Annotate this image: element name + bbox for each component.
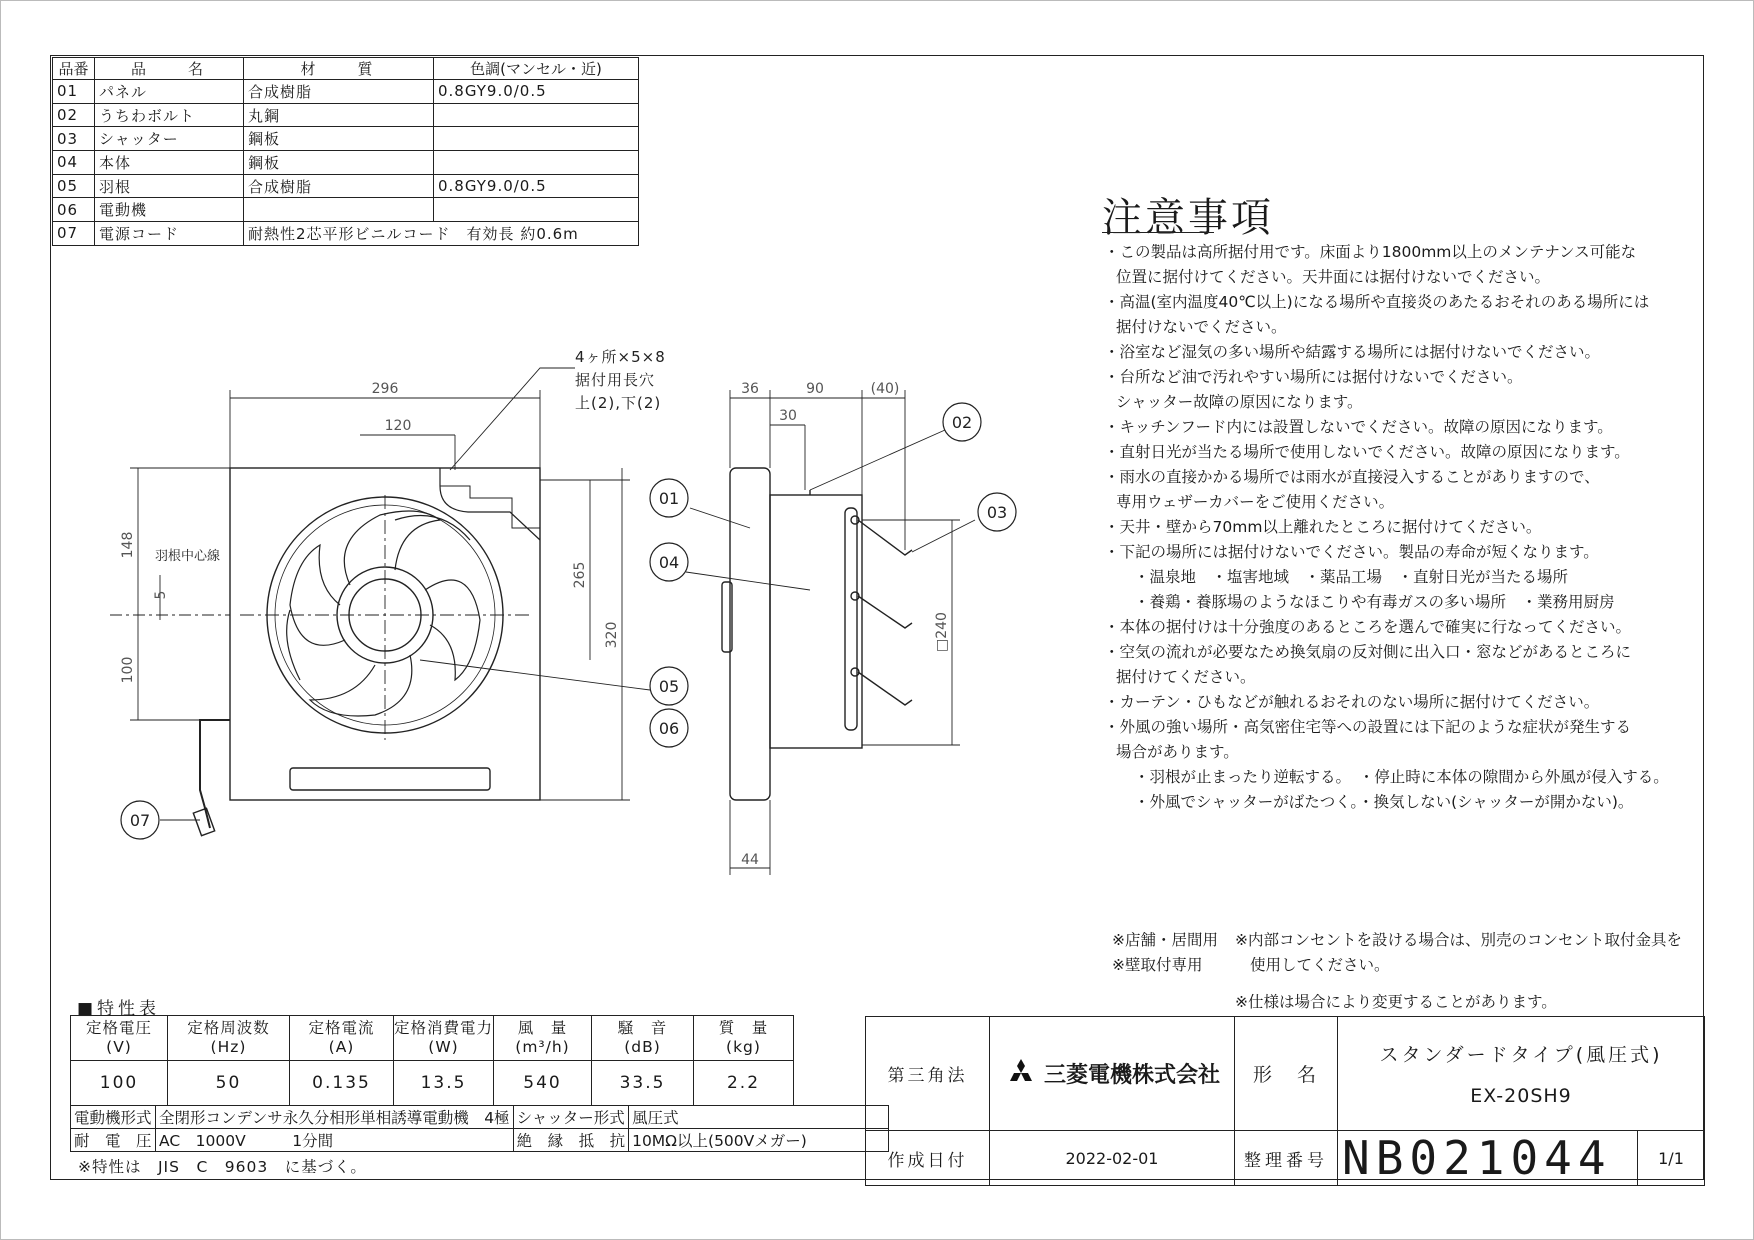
note-line: ・カーテン・ひもなどが触れるおそれのない場所に据付けてください。	[1104, 693, 1600, 711]
usage-shop: ※店舗・居間用	[1112, 931, 1218, 949]
callout-07: 07	[129, 811, 151, 830]
shutter-flap	[858, 520, 912, 555]
spec-header-name: 定格消費電力	[394, 1019, 494, 1037]
shutter-flap	[858, 596, 912, 628]
spec-header-name: 騒 音	[617, 1019, 668, 1037]
spec-value: 540	[494, 1061, 592, 1106]
part-number: 01	[53, 80, 95, 104]
model-label: 形 名	[1235, 1017, 1338, 1131]
note-line: ・雨水の直接かかる場所では雨水が直接浸入することがありますので、	[1104, 468, 1600, 486]
note-line: 据付けないでください。	[1116, 318, 1287, 336]
note-line: ・温泉地 ・塩害地域 ・薬品工場 ・直射日光が当たる場所	[1134, 568, 1569, 586]
slot-note-1: 4ヶ所×5×8	[575, 348, 666, 366]
spec-header	[290, 1016, 394, 1061]
spec-header	[694, 1016, 794, 1061]
bottom-grille	[290, 768, 490, 790]
note-line: ・外風の強い場所・高気密住宅等への設置には下記のような症状が発生する	[1104, 718, 1632, 736]
spec-value: 33.5	[592, 1061, 694, 1106]
spec-value: 2.2	[694, 1061, 794, 1106]
dim-36: 36	[741, 381, 759, 397]
company-name: 三菱電機株式会社	[1043, 1063, 1220, 1088]
shutter-flap	[858, 672, 912, 705]
spec-header	[168, 1016, 290, 1061]
date-value: 2022-02-01	[990, 1131, 1235, 1186]
part-name: 本体	[95, 151, 244, 175]
callout-06: 06	[658, 719, 680, 738]
note-line: ・本体の据付けは十分強度のあるところを選んで確実に行なってください。	[1104, 618, 1632, 636]
part-name: うちわボルト	[95, 103, 244, 127]
spec-header-name: 風 量	[517, 1019, 568, 1037]
spec-header-unit: (Hz)	[210, 1038, 247, 1056]
spec-header-name: 定格電圧	[85, 1019, 152, 1037]
withstand-label: 耐 電 圧	[71, 1129, 156, 1152]
part-material: 耐熱性2芯平形ビニルコード 有効長 約0.6m	[244, 222, 639, 246]
spec-header-unit: (V)	[106, 1038, 132, 1056]
doc-no: NB021044	[1338, 1131, 1638, 1186]
slot-note-2: 据付用長穴	[575, 371, 656, 389]
usage-outlet-2: 使用してください。	[1250, 956, 1390, 974]
part-material: 鋼板	[244, 127, 434, 151]
note-line: ・下記の場所には据付けないでください。製品の寿命が短くなります。	[1104, 543, 1599, 561]
spec-header	[494, 1016, 592, 1061]
callout-02: 02	[951, 413, 973, 432]
motor-label: 電動機形式	[71, 1106, 156, 1129]
motor-value: 全閉形コンデンサ永久分相形単相誘導電動機 4極	[156, 1106, 514, 1129]
spec-header-unit: (A)	[328, 1038, 355, 1056]
note-line: ・羽根が止まったり逆転する。 ・停止時に本体の隙間から外風が侵入する。	[1134, 768, 1669, 786]
part-number: 07	[53, 222, 95, 246]
dim-296: 296	[371, 381, 399, 397]
product-type: スタンダードタイプ(風圧式)	[1379, 1044, 1663, 1066]
shutter-value: 風圧式	[629, 1106, 889, 1129]
spec-header-unit: (m³/h)	[515, 1038, 570, 1056]
note-line: ・台所など油で汚れやすい場所には据付けないでください。	[1104, 368, 1523, 386]
part-number: 06	[53, 198, 95, 222]
center-line-label: 羽根中心線	[155, 549, 221, 564]
part-material: 合成樹脂	[244, 174, 434, 198]
note-line: ・キッチンフード内には設置しないでください。故障の原因になります。	[1104, 418, 1613, 436]
part-color: 0.8GY9.0/0.5	[434, 80, 639, 104]
part-name: シャッター	[95, 127, 244, 151]
slot-note-3: 上(2),下(2)	[575, 394, 662, 412]
spec-value: 50	[168, 1061, 290, 1106]
spec-header	[394, 1016, 494, 1061]
note-line: ・この製品は高所据付用です。床面より1800mm以上のメンテナンス可能な	[1104, 243, 1637, 261]
spec-value-row	[71, 1061, 794, 1106]
callout-01: 01	[658, 489, 680, 508]
note-line: 位置に据付けてください。天井面には据付けないでください。	[1116, 268, 1551, 286]
spec-header-row	[71, 1016, 794, 1061]
dim-120: 120	[384, 418, 412, 434]
doc-no-label: 整理番号	[1235, 1131, 1338, 1186]
note-line: ・空気の流れが必要なため換気扇の反対側に出入口・窓などがあるところに	[1104, 643, 1632, 661]
callout-04: 04	[658, 553, 680, 572]
page-number: 1/1	[1638, 1131, 1705, 1186]
fan-blades	[287, 511, 480, 716]
part-name: 電動機	[95, 198, 244, 222]
spec-value: 13.5	[394, 1061, 494, 1106]
note-line: ・浴室など湿気の多い場所や結露する場所には据付けないでください。	[1104, 343, 1601, 361]
callout-03: 03	[986, 503, 1008, 522]
usage-outlet-1: ※内部コンセントを設ける場合は、別売のコンセント取付金具を	[1235, 931, 1682, 949]
dim-40: (40)	[870, 381, 900, 397]
notes-title-underline	[1102, 232, 1214, 233]
dim-148: 148	[120, 531, 136, 559]
side-body	[770, 495, 862, 748]
dim-90: 90	[806, 381, 824, 397]
spec-header	[592, 1016, 694, 1061]
part-number: 03	[53, 127, 95, 151]
dim-265: 265	[572, 561, 588, 589]
part-number: 05	[53, 174, 95, 198]
parts-header: 色調(マンセル・近)	[434, 58, 639, 80]
part-name: 電源コード	[95, 222, 244, 246]
spec-value: 0.135	[290, 1061, 394, 1106]
part-name: パネル	[95, 80, 244, 104]
spec-extra-table	[70, 1105, 889, 1152]
parts-header: 品番	[53, 58, 95, 80]
model-cell	[1338, 1017, 1705, 1131]
dim-240: □240	[934, 612, 950, 652]
spec-header-name: 定格周波数	[187, 1019, 270, 1037]
date-label: 作成日付	[866, 1131, 990, 1186]
parts-header: 品 名	[95, 58, 244, 80]
spec-header-unit: (W)	[428, 1038, 459, 1056]
insulation-value: 10MΩ以上(500Vメガー)	[629, 1129, 889, 1152]
spec-value: 100	[71, 1061, 168, 1106]
projection-method: 第三角法	[866, 1017, 990, 1131]
mitsubishi-logo-icon	[1004, 1059, 1038, 1089]
note-line: 専用ウェザーカバーをご使用ください。	[1116, 493, 1395, 511]
part-number: 04	[53, 151, 95, 175]
note-line: 場合があります。	[1116, 743, 1239, 761]
insulation-label: 絶 縁 抵 抗	[513, 1129, 629, 1152]
spec-header-unit: (kg)	[726, 1038, 761, 1056]
part-material: 丸鋼	[244, 103, 434, 127]
part-color: 0.8GY9.0/0.5	[434, 174, 639, 198]
spec-heading: ■特性表	[77, 999, 161, 1019]
dim-44: 44	[741, 852, 759, 868]
shutter-label: シャッター形式	[513, 1106, 629, 1129]
power-cord	[200, 720, 230, 828]
dim-5: 5	[153, 590, 169, 600]
note-line: シャッター故障の原因になります。	[1116, 393, 1363, 411]
company-cell	[990, 1017, 1235, 1131]
spec-table	[70, 1015, 794, 1106]
note-line: ・養鶏・養豚場のようなほこりや有毒ガスの多い場所 ・業務用厨房	[1134, 593, 1615, 611]
note-line: ・直射日光が当たる場所で使用しないでください。故障の原因になります。	[1104, 443, 1630, 461]
callout-05: 05	[658, 677, 680, 696]
note-line: ・外風でシャッターがばたつく。・換気しない(シャッターが開かない)。	[1134, 793, 1634, 811]
parts-header: 材 質	[244, 58, 434, 80]
spec-change-note: ※仕様は場合により変更することがあります。	[1235, 993, 1557, 1011]
dim-30: 30	[779, 408, 797, 424]
spec-header	[71, 1016, 168, 1061]
note-line: ・高温(室内温度40℃以上)になる場所や直接炎のあたるおそれのある場所には	[1104, 293, 1650, 311]
model-number: EX-20SH9	[1470, 1085, 1572, 1107]
part-name: 羽根	[95, 174, 244, 198]
note-line: ・天井・壁から70mm以上離れたところに据付けてください。	[1104, 518, 1542, 536]
notes-list	[1104, 240, 1669, 815]
side-panel	[730, 468, 770, 800]
dim-100: 100	[120, 656, 136, 684]
note-line: 据付けてください。	[1116, 668, 1256, 686]
spec-header-unit: (dB)	[624, 1038, 661, 1056]
spec-header-name: 定格電流	[308, 1019, 375, 1037]
part-material: 鋼板	[244, 151, 434, 175]
notes-title: 注意事項	[1102, 195, 1274, 241]
part-number: 02	[53, 103, 95, 127]
dim-320: 320	[604, 621, 620, 649]
usage-wall: ※壁取付専用	[1112, 956, 1203, 974]
spec-header-name: 質 量	[718, 1019, 769, 1037]
title-block	[865, 1016, 1705, 1186]
part-material: 合成樹脂	[244, 80, 434, 104]
spec-note: ※特性は JIS C 9603 に基づく。	[78, 1158, 367, 1176]
withstand-value: AC 1000V 1分間	[156, 1129, 514, 1152]
